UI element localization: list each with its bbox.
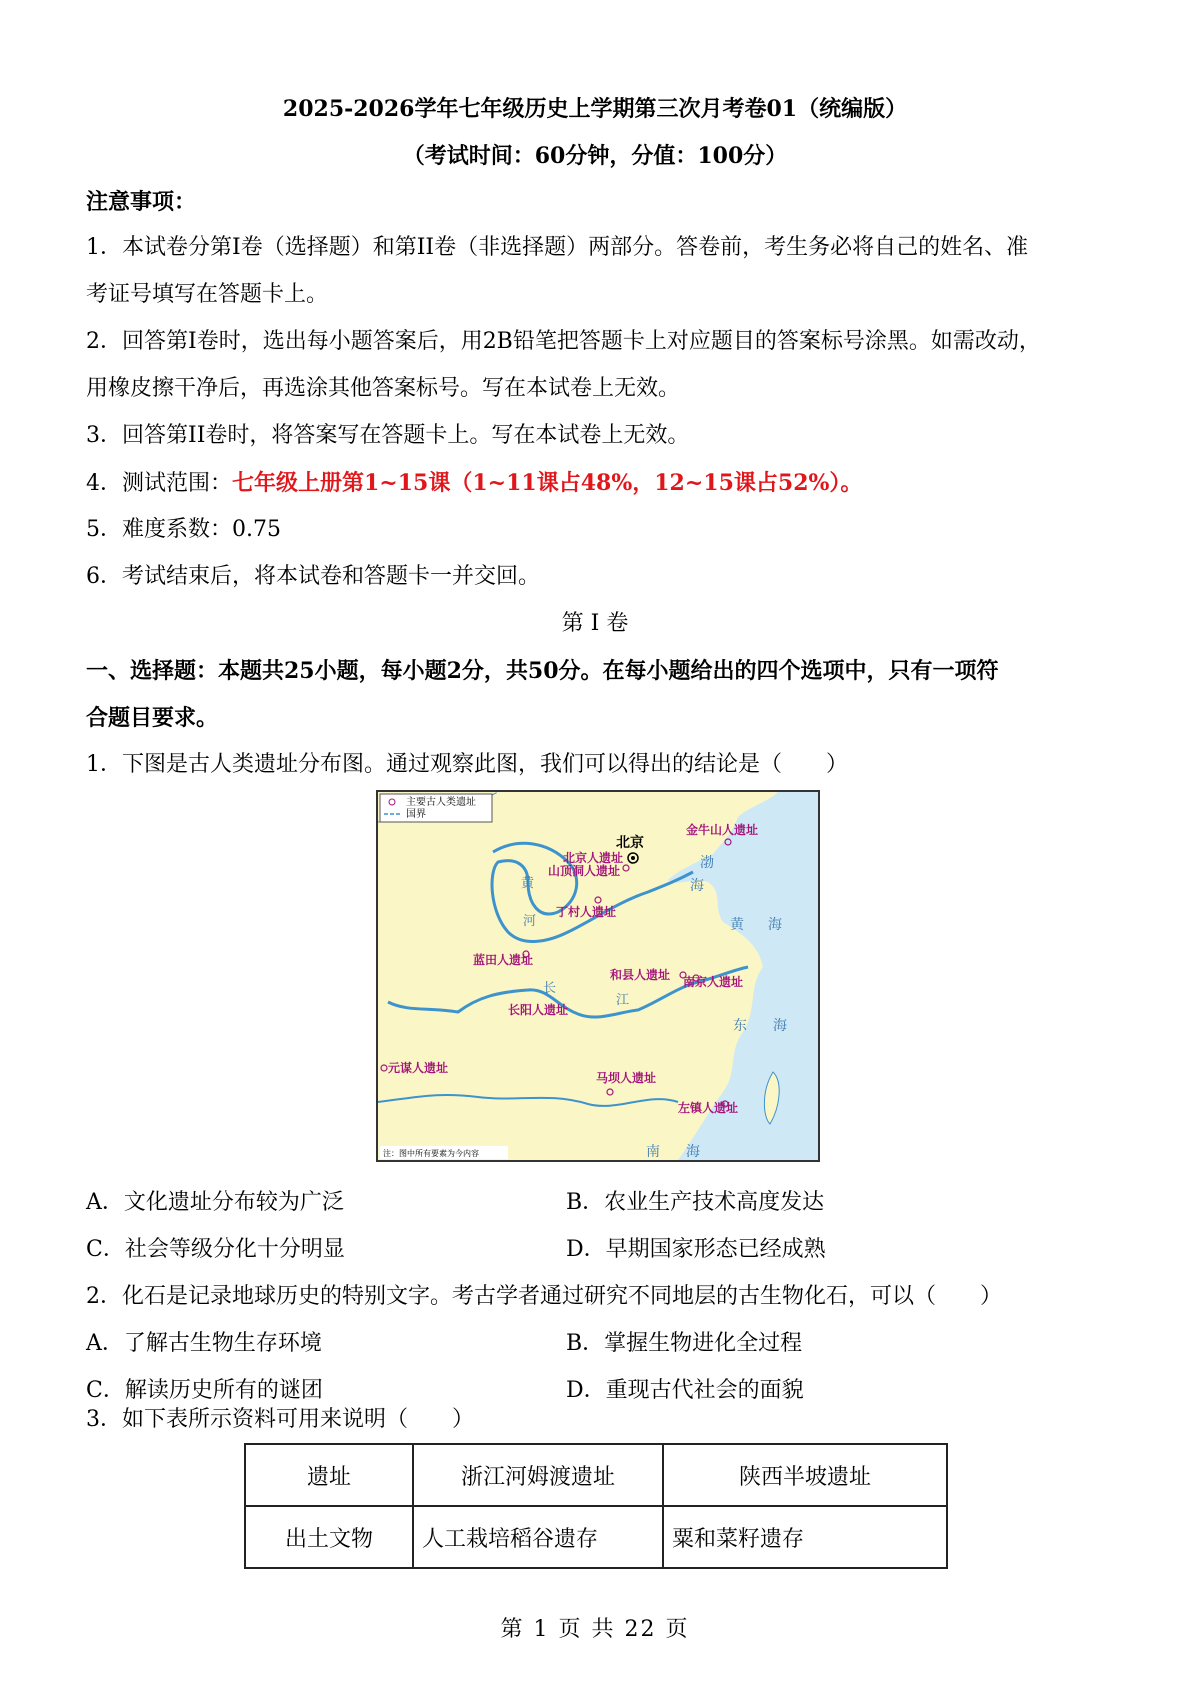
section-title-b: 合题目要求。 bbox=[86, 705, 219, 731]
note-2a: 2．回答第I卷时，选出每小题答案后，用2B铅笔把答题卡上对应题目的答案标号涂黑。如需改动， bbox=[86, 329, 1041, 354]
q3-table bbox=[244, 1443, 948, 1569]
notes-heading: 注意事项： bbox=[86, 189, 197, 215]
note-6: 6．考试结束后，将本试卷和答题卡一并交回。 bbox=[86, 564, 540, 589]
legend-border-label: 国界 bbox=[406, 809, 426, 820]
exam-title: 2025-2026学年七年级历史上学期第三次月考卷01（统编版） bbox=[282, 96, 908, 122]
section-title-a: 一、选择题：本题共25小题，每小题2分，共50分。在每小题给出的四个选项中，只有一项符 bbox=[86, 658, 999, 684]
table-header-banpo: 陕西半坡遗址 bbox=[663, 1444, 947, 1506]
q2-option-d: D．重现古代社会的面貌 bbox=[566, 1378, 804, 1403]
site-zuozhen: 左镇人遗址 bbox=[678, 1101, 739, 1115]
q1-option-a: A．文化遗址分布较为广泛 bbox=[86, 1190, 344, 1215]
note-2b: 用橡皮擦干净后，再选涂其他答案标号。写在本试卷上无效。 bbox=[86, 376, 681, 401]
site-lantian: 蓝田人遗址 bbox=[473, 953, 534, 967]
table-header-hemudu: 浙江河姆渡遗址 bbox=[413, 1444, 663, 1506]
q1-option-c: C．社会等级分化十分明显 bbox=[86, 1237, 345, 1262]
q2-option-b: B．掌握生物进化全过程 bbox=[566, 1331, 803, 1356]
q1-option-d: D．早期国家形态已经成熟 bbox=[566, 1237, 826, 1262]
note-1a: 1．本试卷分第I卷（选择题）和第II卷（非选择题）两部分。答卷前，考生务必将自己的姓名、准 bbox=[86, 235, 1029, 260]
site-yuanmou: 元谋人遗址 bbox=[388, 1061, 449, 1075]
sea-nan-1: 南 bbox=[646, 1145, 660, 1160]
note-4-prefix: 4．测试范围： bbox=[86, 471, 232, 496]
q2-option-a: A．了解古生物生存环境 bbox=[86, 1331, 322, 1356]
site-changyang: 长阳人遗址 bbox=[508, 1003, 569, 1017]
q3-stem: 3．如下表所示资料可用来说明（ ） bbox=[86, 1407, 474, 1432]
site-shandingdong: 山顶洞人遗址 bbox=[548, 864, 621, 878]
page-footer: 第 1 页 共 22 页 bbox=[500, 1617, 690, 1642]
table-row bbox=[245, 1506, 947, 1568]
note-5: 5．难度系数：0.75 bbox=[86, 517, 281, 542]
site-beijingren: 北京人遗址 bbox=[563, 851, 624, 865]
legend-site-label: 主要古人类遗址 bbox=[406, 797, 476, 808]
sea-huang-1: 黄 bbox=[730, 918, 744, 933]
note-4-range: 七年级上册第1~15课（1~11课占48%，12~15课占52%）。 bbox=[232, 470, 863, 496]
site-maba: 马坝人遗址 bbox=[596, 1071, 657, 1085]
note-4 bbox=[86, 468, 1106, 499]
q2-stem: 2．化石是记录地球历史的特别文字。考古学者通过研究不同地层的古生物化石，可以（ ） bbox=[86, 1284, 1003, 1309]
sea-huang-2: 海 bbox=[768, 918, 782, 933]
site-nanjing: 南京人遗址 bbox=[683, 975, 744, 989]
table-row bbox=[245, 1444, 947, 1506]
q1-stem: 1．下图是古人类遗址分布图。通过观察此图，我们可以得出的结论是（ ） bbox=[86, 752, 848, 777]
table-cell-rice: 人工栽培稻谷遗存 bbox=[413, 1506, 663, 1568]
river-jiang: 江 bbox=[616, 992, 630, 1007]
ancient-sites-map bbox=[376, 790, 820, 1162]
capital-marker-dot bbox=[631, 856, 635, 860]
q2-option-c: C．解读历史所有的谜团 bbox=[86, 1378, 323, 1403]
table-header-site: 遗址 bbox=[245, 1444, 413, 1506]
river-huang: 黄 bbox=[521, 875, 535, 890]
river-he: 河 bbox=[523, 913, 537, 928]
site-hexian: 和县人遗址 bbox=[610, 968, 671, 982]
volume-heading: 第 I 卷 bbox=[561, 611, 629, 636]
sea-bo-2: 海 bbox=[690, 879, 704, 894]
exam-subtitle: （考试时间：60分钟，分值：100分） bbox=[402, 143, 788, 169]
table-cell-artifacts: 出土文物 bbox=[245, 1506, 413, 1568]
site-jinniushan: 金牛山人遗址 bbox=[686, 823, 759, 837]
map-note-label: 注：图中所有要素为今内容 bbox=[383, 1149, 479, 1158]
capital-label: 北京 bbox=[616, 834, 644, 850]
sea-dong-1: 东 bbox=[733, 1019, 747, 1034]
q1-option-b: B．农业生产技术高度发达 bbox=[566, 1190, 825, 1215]
sea-nan-2: 海 bbox=[686, 1145, 700, 1160]
note-1b: 考证号填写在答题卡上。 bbox=[86, 282, 329, 307]
sea-dong-2: 海 bbox=[773, 1019, 787, 1034]
note-3: 3．回答第II卷时，将答案写在答题卡上。写在本试卷上无效。 bbox=[86, 423, 690, 448]
sea-bo-1: 渤 bbox=[700, 856, 714, 871]
site-dingcun: 丁村人遗址 bbox=[556, 905, 617, 919]
map-svg bbox=[378, 792, 818, 1160]
table-cell-millet: 粟和菜籽遗存 bbox=[663, 1506, 947, 1568]
river-chang: 长 bbox=[543, 980, 557, 995]
